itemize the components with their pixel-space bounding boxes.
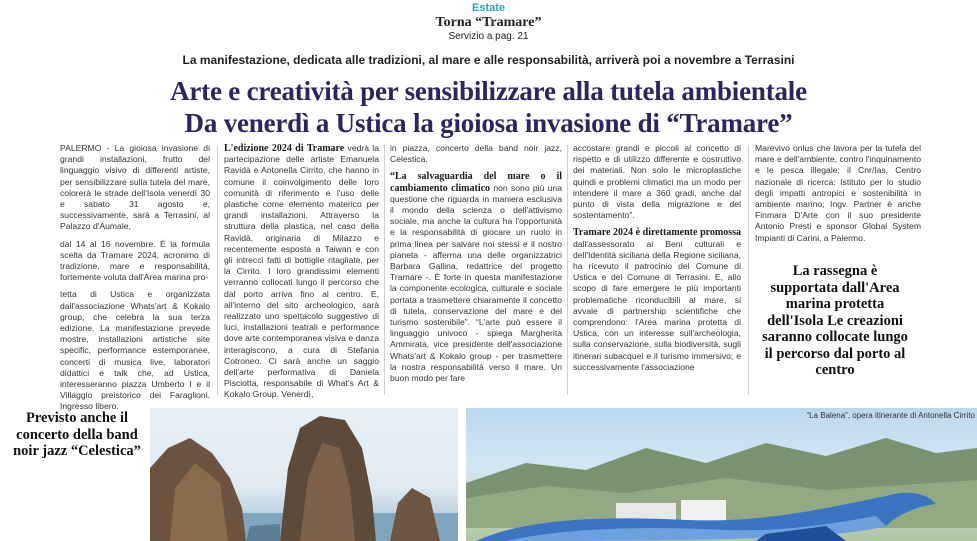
article-column-2 — [224, 143, 379, 407]
paragraph-lead: Tramare 2024 è direttamente promossa — [573, 227, 741, 239]
paragraph: dal 14 al 16 novembre. È la formula scelta da Tramare 2024, acronimo di tradizione, mare e responsabilità, fortemente voluta dall'Area marina pro- — [60, 238, 210, 283]
article-column-1 — [60, 143, 210, 419]
article-column-5 — [755, 143, 921, 250]
section-kicker: Estate — [471, 2, 506, 14]
paragraph: dall'assessorato ai Beni culturali e dell'Identità siciliana della Regione siciliana, ha ricevuto il patrocinio del Comune di Ustica e del Comune di Terrasini. E, allo scopo di fare emergere le più importanti problematiche riconducibili al mare, si avvale di partnership scientifiche che comprendono: l'Area marina protetta di Ustica, con un interesse sull'archeologia, sulla conservazione, sulla biodiversità, sugli itinerari subacquei e il turismo immersivo; e successivamente l'associazione — [573, 238, 741, 372]
photo-la-balena — [466, 408, 977, 541]
paragraph: PALERMO - La gioiosa invasione di grandi installazioni, frutto del linguaggio visivo di differenti artiste, per sensibilizzare sulla tutela del mare, colorerà le strade dell'Isola venerdì 30 e sabato 31 agosto e, successivamente, sarà a Terrasini, al Palazzo d'Aumale, — [60, 143, 210, 232]
article-column-4 — [573, 143, 741, 379]
column-divider — [384, 145, 385, 395]
paragraph: Marevivo onlus che lavora per la tutela del mare e dell'ambiente, contro l'inquinamento e le pesca illegale; il Cnr/Ias, Centro nazionale di ricerca: Istituto per lo studio degli impatti antropici e sostenibilità in ambiente marino; Ingv. Partner è anche Finmara D'Arte con il suo presidente Antonio Presti e sponsor Global System Impianti di Carini, a Palermo. — [755, 143, 921, 243]
article-overline: La manifestazione, dedicata alle tradizioni, al mare e alle responsabilità, arriverà poi a novembre a Terrasini — [182, 53, 795, 67]
teaser-title[interactable]: Torna “Tramare” — [435, 15, 542, 30]
whale-installation-image — [466, 408, 977, 541]
paragraph: tetta di Ustica e organizzata dall'associazione Whats'art & Kokalo group, che celebra la sua terza edizione. La manifestazione prevede mostre, installazioni artistiche site specific, performance estemporanee, concerti di musica live, laboratori didattici e talk che, ad Ustica, interesseranno piazza Umberto I e il Villaggio preistorico dei Faraglioni. Ingresso libero. — [60, 289, 210, 412]
article-headline-2: Da venerdì a Ustica la gioiosa invasione di “Tramare” — [184, 108, 793, 138]
photo-faraglioni — [150, 408, 458, 541]
paragraph: vedrà la partecipazione delle artiste Emanuela Ravidà e Antonella Cirrito, che hanno in comune il coinvolgimento delle loro comunità di riferimento e l'uso delle plastiche come elemento materico per grandi installazioni. Attraverso la struttura della plastica, nel caso della Ravidà, originaria di Milazzo e recentemente esposta a Taiwan e con gli intrecci fatti di bottiglie ritagliate, per la Cirrito. I loro grandissimi elementi verranno collocati lungo il percorso che dal porto arriva fino al centro. E, all'interno del sito archeologico, sarà realizzato uno spettacolo suggestivo di luci, installazioni teatrali e performance dove arte contemporanea visiva e danza interagiscono, a cura di Stefania Cotroneo. Ci sarà anche un saggio dell'arte performativa di Daniela Pisciotta, responsabile di What's Art & Kokalo Group. Venerdì, — [224, 143, 379, 400]
column-divider — [748, 145, 749, 395]
photo-caption: “La Balena”, opera itinerante di Antonella Cirrito — [806, 411, 975, 420]
pull-quote-left: Previsto anche il concerto della band noir jazz “Celestica” — [13, 410, 141, 459]
article-column-3 — [390, 143, 562, 390]
column-divider — [217, 145, 218, 395]
teaser-page-ref: Servizio a pag. 21 — [448, 31, 529, 42]
pull-quote-right: La rassegna è supportata dall'Area marina protetta dell'Isola Le creazioni saranno collocate lungo il percorso dal porto al centro — [762, 263, 908, 378]
paragraph: non sono più una questione che riguarda in maniera esclusiva il mondo della scienza o dell'attivismo sociale, ma anche la cultura ha l'opportunità e la responsabilità di giocare un ruolo in prima linea per salvare noi stessi e il nostro pianeta - afferma una delle organizzatrici Barbara Gallina, redattrice del progetto Tramare -. È forte in questa manifestazione la componente ecologica, culturale e sociale portata a trasmettere chiaramente il concetto di tutela, conservazione del mare e del turismo sostenibile”. “L'arte può essere il linguaggio univoco - spiega Margherita Ammirata, vice presidente dell'associazione Whats'art & Kokalo group - per trasmettere la nostra responsabilità verso il mare. Un buon modo per fare — [390, 182, 562, 384]
paragraph: in piazza, concerto della band noir jazz, Celestica. — [390, 143, 562, 165]
paragraph-lead: L'edizione 2024 di Tramare — [224, 143, 345, 154]
paragraph-lead: “La salvaguardia del mare o il cambiamento climatico — [390, 171, 562, 194]
column-divider — [567, 145, 568, 395]
paragraph: accostare grandi e piccoli al concetto di rispetto e di utilizzo differente e costruttivo dei materiali. Non solo le microplastiche quindi e problemi climatici ma un modo per intendere il mare a 360 gradi, anche dal punto di vista della migrazione e del sostentamento”. — [573, 143, 741, 221]
article-headline-1: Arte e creatività per sensibilizzare alla tutela ambientale — [170, 76, 807, 106]
rock-sea-image — [150, 408, 458, 541]
